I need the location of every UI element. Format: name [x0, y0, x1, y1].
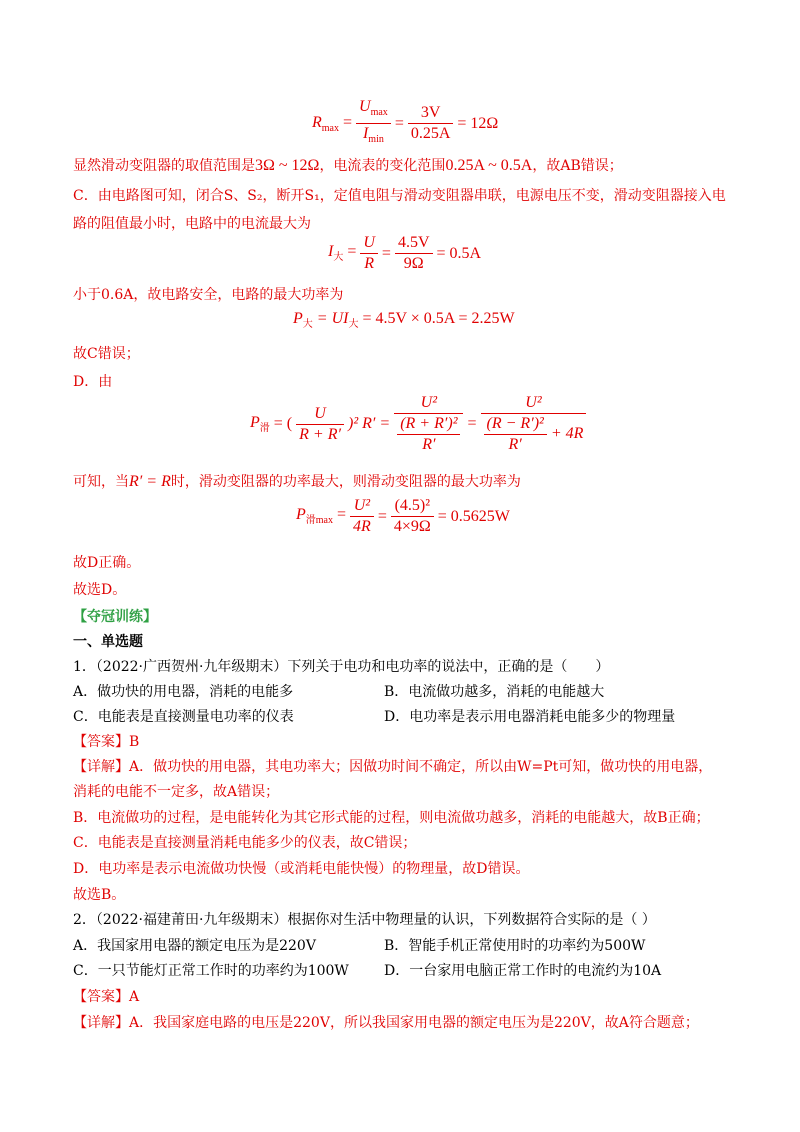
option-b: B．电流做功越多，消耗的电能越大 — [384, 684, 605, 700]
text-line — [73, 471, 521, 491]
formula-p-max — [293, 310, 515, 330]
formula-symbol: R — [364, 255, 375, 272]
formula-symbol: (R + R′)² — [397, 414, 460, 435]
formula-symbol: = UI — [316, 310, 349, 327]
formula-symbol: R′ — [422, 436, 436, 453]
formula-subscript: 滑 — [259, 423, 270, 435]
math-span: 0.25A ~ 0.5A — [445, 157, 533, 174]
formula-symbol: P — [293, 310, 303, 327]
text-span: 时，滑动变阻器的功率最大，则滑动变阻器的最大功率为 — [170, 474, 521, 490]
detail-line: C．电能表是直接测量消耗电能多少的仪表，故C错误； — [73, 835, 417, 851]
option-b: B．智能手机正常使用时的功率约为500W — [384, 938, 646, 954]
option-c: C．电能表是直接测量电功率的仪表 — [73, 709, 294, 725]
answer-line — [73, 731, 139, 751]
detail-label: 【详解】 — [73, 759, 129, 775]
text-span: ，故AB错误； — [532, 158, 623, 174]
text-line: 故D正确。 — [73, 555, 141, 571]
formula-subscript: 大 — [333, 252, 344, 264]
formula-operator: = ( — [273, 415, 293, 432]
option-a: A．我国家用电器的额定电压为是220V — [73, 938, 316, 954]
formula-subscript: 滑max — [305, 515, 333, 527]
detail-text: A．做功快的用电器，其电功率大；因做功时间不确定，所以由W=Pt可知，做功快的用电器， — [129, 759, 713, 775]
text-line: 故C错误； — [73, 346, 140, 362]
formula-symbol: R — [312, 113, 322, 131]
option-c: C．一只节能灯正常工作时的功率约为100W — [73, 963, 349, 979]
formula-p-slide-max: $P_{滑max}$ = $\frac{\text{U²}}{4R}$ = $\frac{\text{(4.5)²}}{4\times 9\Omega}$ = 0.5625W — [296, 497, 510, 535]
formula-i-max: $I_大$ = $\frac{U}{R}$ = $\frac{4.5V}{9\Omega}$ = 0.5A — [328, 234, 482, 272]
formula-p-slide: $P_滑$ = ( $\frac{U}{R + R'}$ )² R′ = $\frac{\text{U²}}{\frac{\text{(R + R′)²}}{R'}}$ = U² $\frac{\text{(R − R′)²}}{R'}$ + 4R — [250, 393, 586, 455]
detail-line: 故选B。 — [73, 887, 126, 903]
question-stem: 2．（2022·福建莆田·九年级期末）根据你对生活中物理量的认识，下列数据符合实际的是（ ） — [73, 912, 656, 928]
formula-r-max: $R_{max}$ = $\frac{U_{max}}{I_{min}}$ = $\frac{3V}{0.25A}$ = 12Ω — [312, 98, 499, 146]
text-line: 路的阻值最小时，电路中的电流最大为 — [73, 216, 311, 232]
formula-subscript: max — [370, 107, 388, 119]
formula-symbol: R + R′ — [299, 425, 341, 443]
formula-symbol: I — [362, 125, 369, 143]
detail-label: 【详解】 — [73, 1015, 129, 1031]
formula-symbol: U² — [350, 496, 374, 517]
detail-line: B．电流做功的过程，是电能转化为其它形式能的过程，则电流做功越多，消耗的电能越大，故B正确； — [73, 810, 710, 826]
answer-label: 【答案】 — [73, 989, 129, 1005]
text-line: D．由 — [73, 374, 113, 390]
answer-label: 【答案】 — [73, 734, 129, 750]
math-span: R′ = R — [129, 473, 171, 490]
formula-symbol: P — [296, 506, 306, 524]
option-a: A．做功快的用电器，消耗的电能多 — [73, 684, 294, 700]
formula-value: 4.5V — [395, 233, 433, 254]
answer-value: B — [129, 734, 140, 750]
formula-subscript: max — [321, 122, 339, 134]
formula-symbol: U — [360, 233, 378, 254]
formula-subscript: min — [368, 134, 384, 146]
formula-operator: )² R′ = — [347, 415, 391, 432]
detail-line — [73, 756, 712, 776]
detail-line — [73, 1012, 699, 1032]
formula-symbol: R′ — [508, 436, 522, 453]
answer-line — [73, 986, 139, 1006]
formula-subscript: 大 — [348, 319, 359, 331]
formula-symbol: U² — [394, 393, 463, 414]
formula-symbol: U — [359, 98, 371, 115]
option-d: D．电功率是表示用电器消耗电能多少的物理量 — [384, 709, 676, 725]
section-training: 【夺冠训练】 — [73, 609, 157, 625]
math-span: 3Ω ~ 12Ω — [255, 157, 320, 174]
formula-value: 3V — [408, 103, 454, 124]
formula-symbol: P — [250, 413, 260, 431]
section-single-choice: 一、单选题 — [73, 634, 143, 650]
formula-value: 4×9Ω — [393, 518, 431, 535]
text-line — [73, 155, 623, 175]
text-span: ，电流表的变化范围 — [319, 158, 446, 174]
formula-result: = 12Ω — [457, 114, 499, 132]
answer-value: A — [129, 989, 140, 1005]
text-span: 可知，当 — [73, 474, 129, 490]
text-span: 显然滑动变阻器的取值范围是 — [73, 158, 255, 174]
formula-result: = 4.5V × 0.5A = 2.25W — [362, 310, 515, 327]
detail-text: A．我国家庭电路的电压是220V，所以我国家用电器的额定电压为是220V，故A符合题意； — [129, 1015, 699, 1031]
text-line: 故选D。 — [73, 582, 127, 598]
formula-value: 0.25A — [410, 125, 451, 143]
text-line: C．由电路图可知，闭合S、S₂，断开S₁，定值电阻与滑动变阻器串联，电源电压不变，滑动变阻器接入电 — [73, 188, 726, 204]
formula-value: (4.5)² — [391, 496, 434, 517]
question-stem: 1．（2022·广西贺州·九年级期末）下列关于电功和电功率的说法中，正确的是（ ） — [73, 659, 610, 675]
formula-subscript: 大 — [302, 319, 313, 331]
formula-symbol: 4R — [353, 518, 371, 535]
formula-symbol: U — [296, 404, 344, 425]
text-line: 小于0.6A，故电路安全，电路的最大功率为 — [73, 287, 344, 303]
option-d: D．一台家用电脑正常工作时的电流约为10A — [384, 963, 662, 979]
formula-symbol: (R − R′)² — [484, 414, 547, 435]
detail-line: D．电功率是表示电流做功快慢（或消耗电能快慢）的物理量，故D错误。 — [73, 861, 530, 877]
formula-result: = 0.5625W — [437, 507, 510, 525]
formula-symbol: I — [328, 243, 334, 261]
detail-line: 消耗的电能不一定多，故A错误； — [73, 784, 280, 800]
formula-symbol: U² — [481, 393, 587, 414]
formula-result: = 0.5A — [436, 244, 482, 262]
formula-value: 9Ω — [403, 255, 424, 272]
formula-symbol: + 4R — [550, 425, 584, 443]
